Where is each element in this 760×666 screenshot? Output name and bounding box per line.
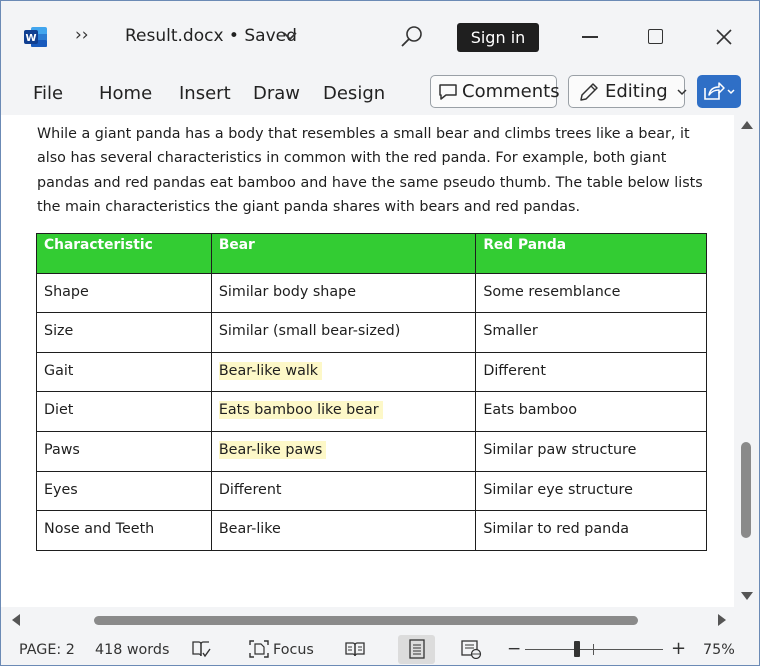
sign-in-button[interactable]: Sign in <box>457 23 539 52</box>
highlighted-text: Bear-like walk <box>219 362 322 380</box>
document-title[interactable]: Result.docx • Saved <box>125 26 297 46</box>
cell-red-panda[interactable]: Eats bamboo <box>476 392 707 432</box>
cell-characteristic[interactable]: Paws <box>37 431 212 471</box>
cell-characteristic[interactable]: Eyes <box>37 471 212 511</box>
ribbon <box>1 71 759 115</box>
tab-home[interactable]: Home <box>99 83 153 104</box>
cell-red-panda[interactable]: Different <box>476 352 707 392</box>
zoom-in-button[interactable]: + <box>671 638 687 659</box>
zoom-level[interactable]: 75% <box>703 642 735 658</box>
cell-red-panda[interactable]: Smaller <box>476 313 707 353</box>
cell-bear[interactable]: Bear-like <box>211 511 475 551</box>
close-icon[interactable] <box>715 28 733 46</box>
book-check-icon[interactable] <box>190 639 212 659</box>
table-row <box>37 471 707 511</box>
table-row <box>37 511 707 551</box>
cell-red-panda[interactable]: Similar to red panda <box>476 511 707 551</box>
svg-text:W: W <box>25 33 37 44</box>
chevron-down-icon[interactable] <box>282 30 298 42</box>
zoom-slider-track[interactable] <box>525 649 663 650</box>
cell-red-panda[interactable]: Similar paw structure <box>476 431 707 471</box>
cell-red-panda[interactable]: Some resemblance <box>476 273 707 313</box>
editing-label: Editing <box>605 81 668 102</box>
title-bar <box>1 1 759 71</box>
status-bar <box>1 633 759 666</box>
table-row <box>37 352 707 392</box>
word-app-icon[interactable] <box>24 26 48 48</box>
cell-bear[interactable] <box>211 352 475 392</box>
horizontal-scroll-thumb[interactable] <box>94 616 638 625</box>
table-row <box>37 431 707 471</box>
table-header-row <box>37 234 707 274</box>
page-indicator[interactable]: PAGE: 2 <box>19 642 75 658</box>
header-characteristic[interactable]: Characteristic <box>37 234 212 274</box>
cell-characteristic[interactable]: Gait <box>37 352 212 392</box>
vertical-scroll-thumb[interactable] <box>741 442 751 538</box>
search-icon[interactable] <box>400 25 424 49</box>
pencil-icon <box>577 81 601 103</box>
tab-file[interactable]: File <box>33 83 64 104</box>
vertical-scrollbar[interactable] <box>734 115 759 607</box>
cell-characteristic[interactable]: Shape <box>37 273 212 313</box>
tab-draw[interactable]: Draw <box>253 83 301 104</box>
cell-characteristic[interactable]: Diet <box>37 392 212 432</box>
chevron-down-icon <box>675 87 689 97</box>
cell-characteristic[interactable]: Nose and Teeth <box>37 511 212 551</box>
print-layout-icon <box>406 639 428 659</box>
web-layout-icon[interactable] <box>460 639 482 659</box>
cell-characteristic[interactable]: Size <box>37 313 212 353</box>
cell-bear[interactable]: Different <box>211 471 475 511</box>
header-bear[interactable]: Bear <box>211 234 475 274</box>
table-row <box>37 273 707 313</box>
table-row <box>37 392 707 432</box>
highlighted-text: Bear-like paws <box>219 441 327 459</box>
word-count[interactable]: 418 words <box>95 642 170 658</box>
share-icon <box>697 75 741 108</box>
scroll-down-arrow-icon[interactable] <box>741 592 753 600</box>
share-button[interactable] <box>697 75 741 108</box>
document-canvas[interactable] <box>1 115 734 607</box>
highlighted-text: Eats bamboo like bear <box>219 401 383 419</box>
scroll-left-arrow-icon[interactable] <box>12 614 20 626</box>
zoom-out-button[interactable]: − <box>507 639 522 659</box>
horizontal-scrollbar[interactable] <box>1 607 759 633</box>
maximize-icon[interactable] <box>648 29 663 44</box>
cell-bear[interactable] <box>211 431 475 471</box>
more-commands-chevron[interactable]: ›› <box>75 25 89 45</box>
comments-button[interactable] <box>430 75 560 108</box>
header-red-panda[interactable]: Red Panda <box>476 234 707 274</box>
read-mode-icon[interactable] <box>344 639 366 659</box>
comment-icon <box>437 82 459 102</box>
zoom-100-marker <box>593 644 594 655</box>
zoom-slider-thumb[interactable] <box>574 641 580 657</box>
comments-label: Comments <box>462 81 560 102</box>
cell-bear[interactable]: Similar (small bear-sized) <box>211 313 475 353</box>
cell-bear[interactable] <box>211 392 475 432</box>
tab-design[interactable]: Design <box>323 83 386 104</box>
tab-insert[interactable]: Insert <box>179 83 231 104</box>
minimize-icon[interactable] <box>582 36 598 38</box>
focus-label[interactable]: Focus <box>273 642 314 658</box>
table-row <box>37 313 707 353</box>
focus-icon[interactable] <box>248 639 270 659</box>
cell-bear[interactable]: Similar body shape <box>211 273 475 313</box>
editing-mode-button[interactable] <box>568 75 685 108</box>
characteristics-table[interactable] <box>36 233 707 551</box>
cell-red-panda[interactable]: Similar eye structure <box>476 471 707 511</box>
scroll-up-arrow-icon[interactable] <box>741 121 753 129</box>
body-paragraph[interactable]: While a giant panda has a body that resembles a small bear and climbs trees like a bear, it also has several characteristics in common with the red panda. For example, both giant pandas and red pandas eat bamboo and have the same pseudo thumb. The table below lists the main characteristics the giant panda shares with bears and red pandas. <box>37 126 703 215</box>
scroll-right-arrow-icon[interactable] <box>718 614 726 626</box>
